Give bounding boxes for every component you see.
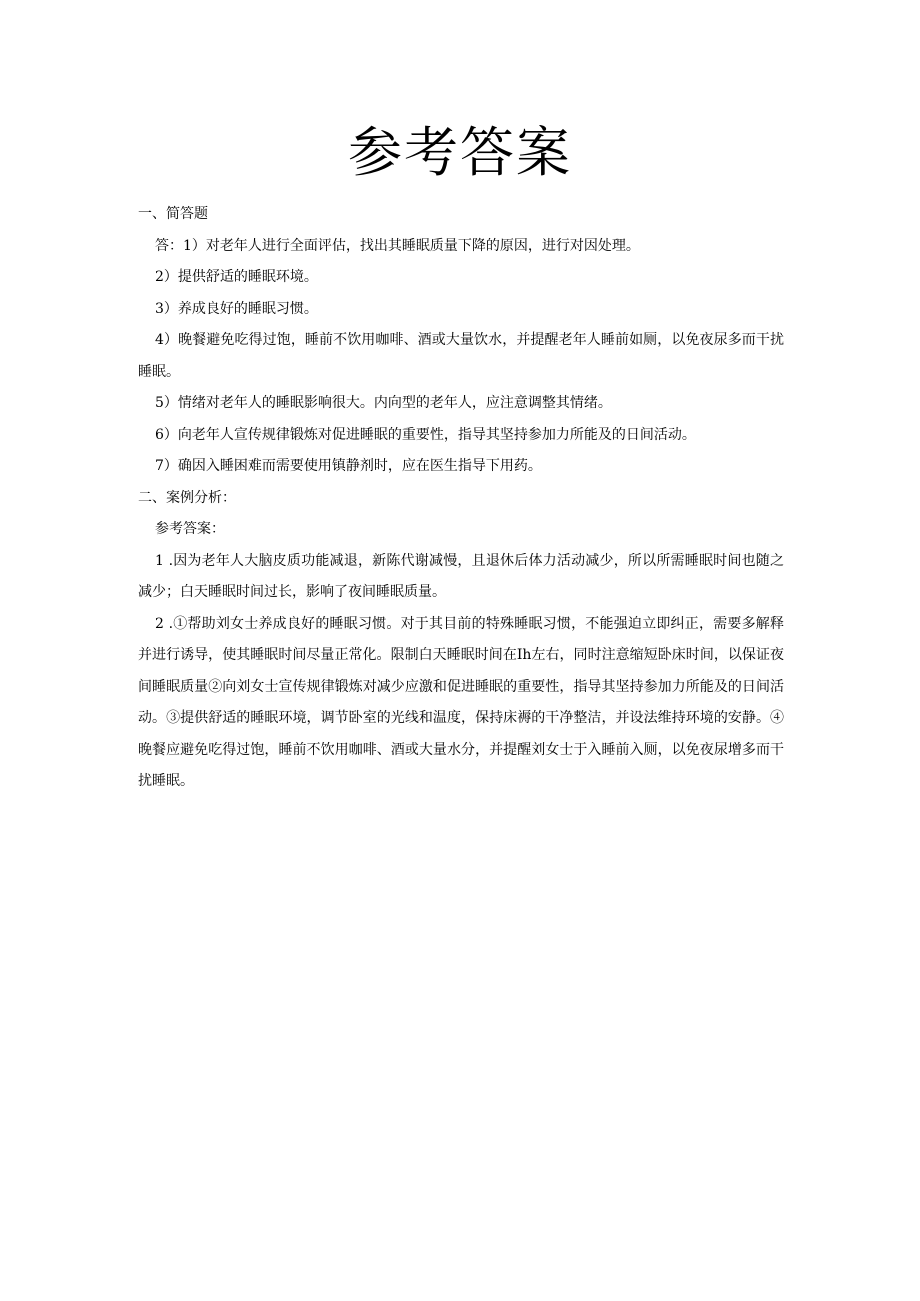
- section-heading-case-analysis: 二、案例分析：: [138, 489, 236, 506]
- answer-item-5: 5）情绪对老年人的睡眠影响很大。内向型的老年人，应注意调整其情绪。: [155, 395, 612, 411]
- answer-item-3: 3）养成良好的睡眠习惯。: [155, 300, 318, 317]
- answer-item-1: 答：1）对老年人进行全面评估，找出其睡眠质量下降的原因，进行对因处理。: [155, 237, 640, 254]
- answer-item-2: 2）提供舒适的睡眠环境。: [155, 269, 318, 285]
- answer-item-4: 4）晚餐避免吃得过饱，睡前不饮用咖啡、酒或大量饮水，并提醒老年人睡前如厕，以免夜尿多而干扰睡眠。: [138, 332, 784, 380]
- answer-item-7: 7）确因入睡困难而需要使用镇静剂时，应在医生指导下用药。: [155, 458, 542, 474]
- case-answer-intro: 参考答案：: [155, 521, 225, 537]
- case-answer-paragraph-1: 1 .因为老年人大脑皮质功能减退，新陈代谢减慢，且退休后体力活动减少，所以所需睡眠时间也随之减少；白天睡眠时间过长，影响了夜间睡眠质量。: [138, 552, 784, 600]
- section-heading-short-answer: 一、简答题: [138, 206, 208, 222]
- answer-item-6: 6）向老年人宣传规律锻炼对促进睡眠的重要性，指导其坚持参加力所能及的日间活动。: [155, 426, 696, 443]
- page-title: 参考答案: [348, 121, 572, 184]
- document-body: [138, 199, 784, 798]
- case-answer-paragraph-2: 2 .①帮助刘女士养成良好的睡眠习惯。对于其目前的特殊睡眠习惯，不能强迫立即纠正，需要多解释并进行诱导，使其睡眠时间尽量正常化。限制白天睡眠时间在Ih左右，同时注意缩短卧床时间，以保证夜间睡眠质量②向刘女士宣传规律锻炼对减少应激和促进睡眠的重要性，指导其坚持参加力所能及的日间活动。③提供舒适的睡眠环境，调节卧室的光线和温度，保持床褥的干净整洁，并设法维持环境的安静。④晚餐应避免吃得过饱，睡前不饮用咖啡、酒或大量水分，并提醒刘女士于入睡前入厕，以免夜尿增多而干扰睡眠。: [138, 615, 784, 789]
